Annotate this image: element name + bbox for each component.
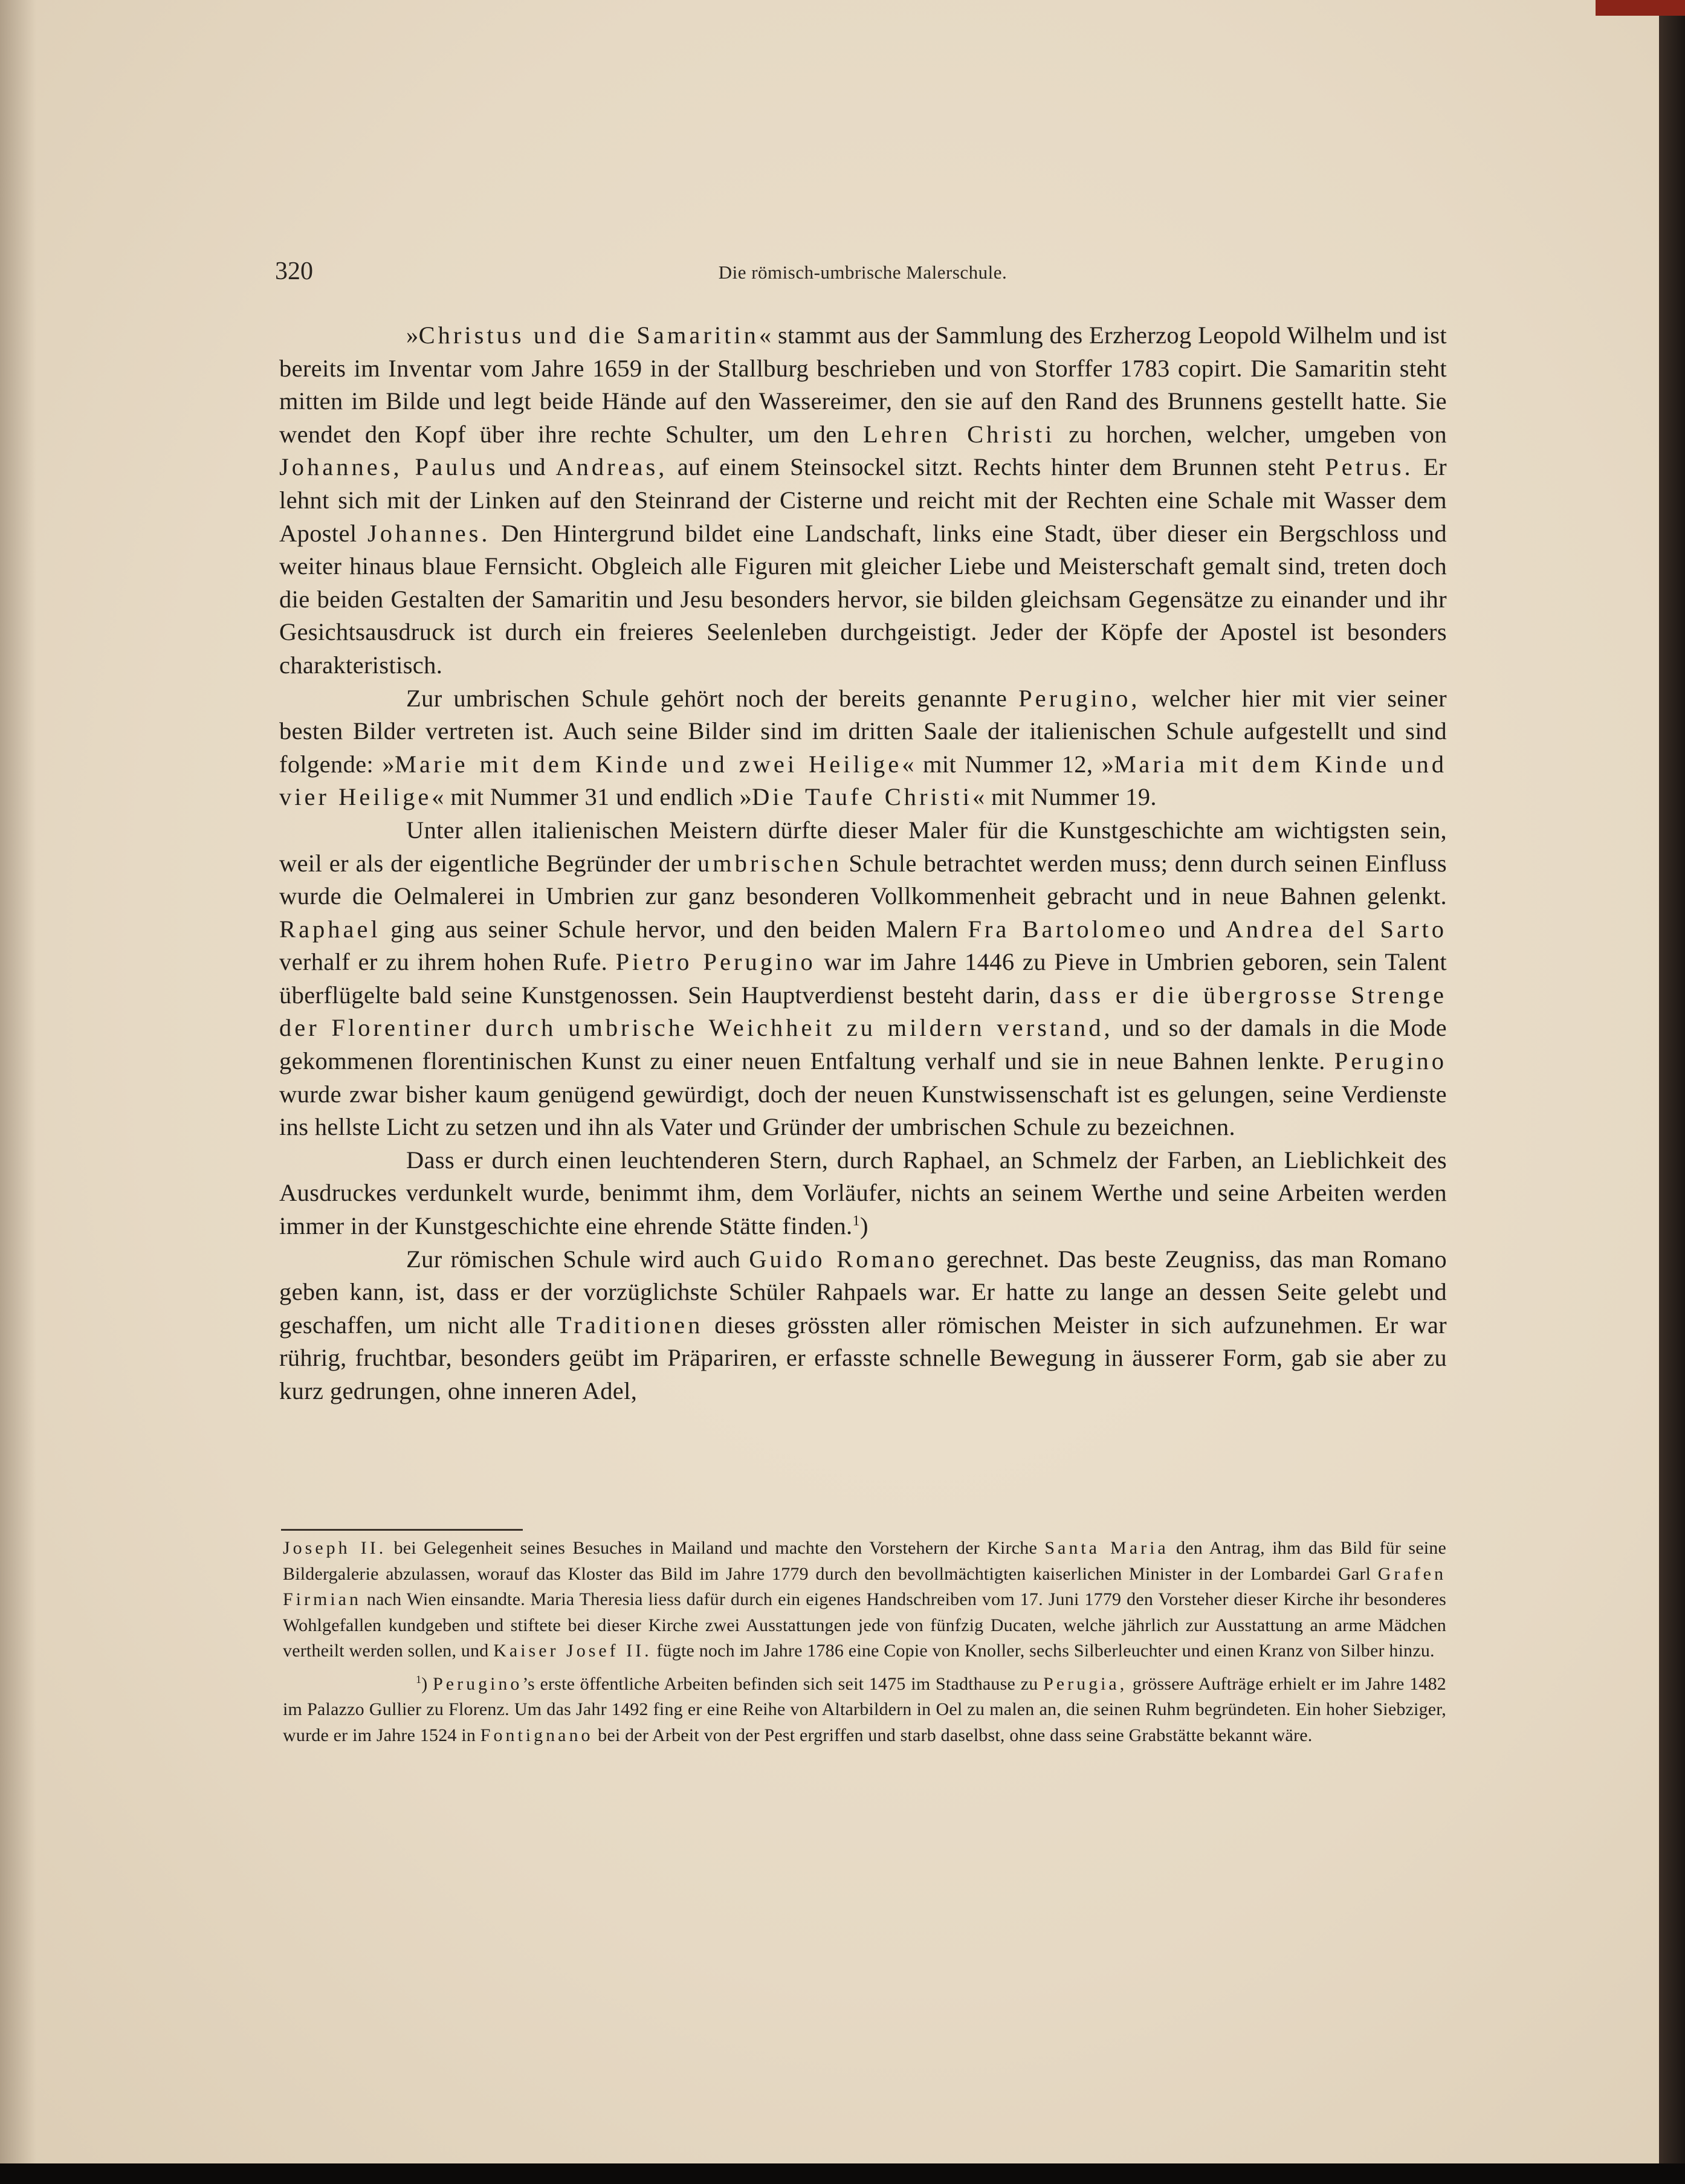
footnote-continued: Joseph II. bei Gelegenheit seines Besuches in Mailand und machte den Vorstehern der Kirche Santa Maria den Antrag, ihm das Bild für seine Bildergalerie abzulassen, worauf das Kloster das Bild im Jahre 1779 durch den bevollmächtigten kaiserlichen Minister in der Lombardei Garl Grafen Firmian nach Wien einsandte. Maria Theresia liess dafür durch ein eigenes Handschreiben vom 17. Juni 1779 den Vorsteher dieser Kirche ihr besonderes Wohlgefallen kundgeben und stiftete bei dieser Kirche zwei Ausstattungen jede von fünfzig Ducaten, welche jährlich zur Ausstattung an arme Mädchen vertheilt werden sollen, und Kaiser Josef II. fügte noch im Jahre 1786 eine Copie von Knoller, sechs Silberleuchter und einen Kranz von Silber hinzu. [283,1538,1446,1661]
paragraph-umbrische-schule: Zur umbrischen Schule gehört noch der bereits genannte Perugino, welcher hier mit vier seiner besten Bilder vertreten ist. Auch seine Bilder sind im dritten Saale der italienischen Schule aufgestellt und sind folgende: »Marie mit dem Kinde und zwei Heilige« mit Nummer 12, »Maria mit dem Kinde und vier Heilige« mit Nummer 31 und endlich »Die Taufe Christi« mit Nummer 19. [279,684,1447,811]
paragraph-raphael: Dass er durch einen leuchtenderen Stern, durch Raphael, an Schmelz der Farben, an Lieblichkeit des Ausdruckes verdunkelt wurde, benimmt ihm, dem Vorläufer, nichts an seinem Werthe und seine Arbeiten werden immer in der Kunstgeschichte eine ehrende Stätte finden.$^1$) [279,1146,1447,1240]
scan-bottom-edge [0,2163,1685,2184]
paragraph-guido-romano: Zur römischen Schule wird auch Guido Romano gerechnet. Das beste Zeugniss, das man Romano geben kann, ist, dass er der vorzüglichste Schüler Rahpaels war. Er hatte zu lange an dessen Seite gelebt und geschaffen, um nicht alle Traditionen dieses grössten aller römischen Meister in sich aufzunehmen. Er war rührig, fruchtbar, besonders geübt im Präpariren, er erfasste schnelle Bewegung in äusserer Form, gab sie aber zu kurz gedrungen, ohne inneren Adel, [279,1245,1447,1404]
page-edge [1659,0,1685,2184]
page-number: 320 [275,257,313,285]
footnote-1: $^1$) Perugino’s erste öffentliche Arbeiten befinden sich seit 1475 im Stadthause zu Perugia, grössere Aufträge erhielt er im Jahre 1482 im Palazzo Gullier zu Florenz. Um das Jahr 1492 fing er eine Reihe von Altarbildern in Oel zu malen an, die seinen Ruhm begründeten. Ein hoher Siebziger, wurde er im Jahre 1524 in Fontignano bei der Arbeit von der Pest ergriffen und starb daselbst, ohne dass seine Grabstätte bekannt wäre. [283,1673,1447,1745]
running-head: Die römisch-umbrische Malerschule. [718,262,1007,283]
gutter-shadow [0,0,36,2163]
footnote-rule [281,1529,523,1531]
footnotes [283,1536,1446,1748]
page-header [275,257,1451,293]
red-bookmark-tab [1596,0,1685,16]
paragraph-christus: »Christus und die Samaritin« stammt aus der Sammlung des Erzherzog Leopold Wilhelm und ist bereits im Inventar vom Jahre 1659 in der Stallburg beschrieben und von Storffer 1783 copirt. Die Samaritin steht mitten im Bilde und legt beide Hände auf den Wassereimer, den sie auf den Rand des Brunnens gestellt hatte. Sie wendet den Kopf über ihre rechte Schulter, um den Lehren Christi zu horchen, welcher, umgeben von Johannes, Paulus und Andreas, auf einem Steinsockel sitzt. Rechts hinter dem Brunnen steht Petrus. Er lehnt sich mit der Linken auf den Steinrand der Cisterne und reicht mit der Rechten eine Schale mit Wasser dem Apostel Johannes. Den Hintergrund bildet eine Landschaft, links eine Stadt, über dieser ein Bergschloss und weiter hinaus blaue Fernsicht. Obgleich alle Figuren mit gleicher Liebe und Meisterschaft gemalt sind, treten doch die beiden Gestalten der Samaritin und Jesu besonders hervor, sie bilden gleichsam Gegensätze zu einander und ihr Gesichtsausdruck ist durch ein freieres Seelenleben durchgeistigt. Jeder der Köpfe der Apostel ist besonders charakteristisch. [279,321,1447,679]
paragraph-perugino: Unter allen italienischen Meistern dürfte dieser Maler für die Kunstgeschichte am wichtigsten sein, weil er als der eigentliche Begründer der umbrischen Schule betrachtet werden muss; denn durch seinen Einfluss wurde die Oelmalerei in Umbrien zur ganz besonderen Vollkommenheit gebracht und in neue Bahnen gelenkt. Raphael ging aus seiner Schule hervor, und den beiden Malern Fra Bartolomeo und Andrea del Sarto verhalf er zu ihrem hohen Rufe. Pietro Perugino war im Jahre 1446 zu Pieve in Umbrien geboren, sein Talent überflügelte bald seine Kunstgenossen. Sein Hauptverdienst besteht darin, dass er die übergrosse Strenge der Florentiner durch umbrische Weichheit zu mildern verstand, und so der damals in die Mode gekommenen florentinischen Kunst zu einer neuen Entfaltung verhalf und sie in neue Bahnen lenkte. Perugino wurde zwar bisher kaum genügend gewürdigt, doch der neuen Kunstwissenschaft ist es gelungen, seine Verdienste ins hellste Licht zu setzen und ihn als Vater und Gründer der umbrischen Schule zu bezeichnen. [279,816,1447,1141]
body-text [279,319,1447,1408]
